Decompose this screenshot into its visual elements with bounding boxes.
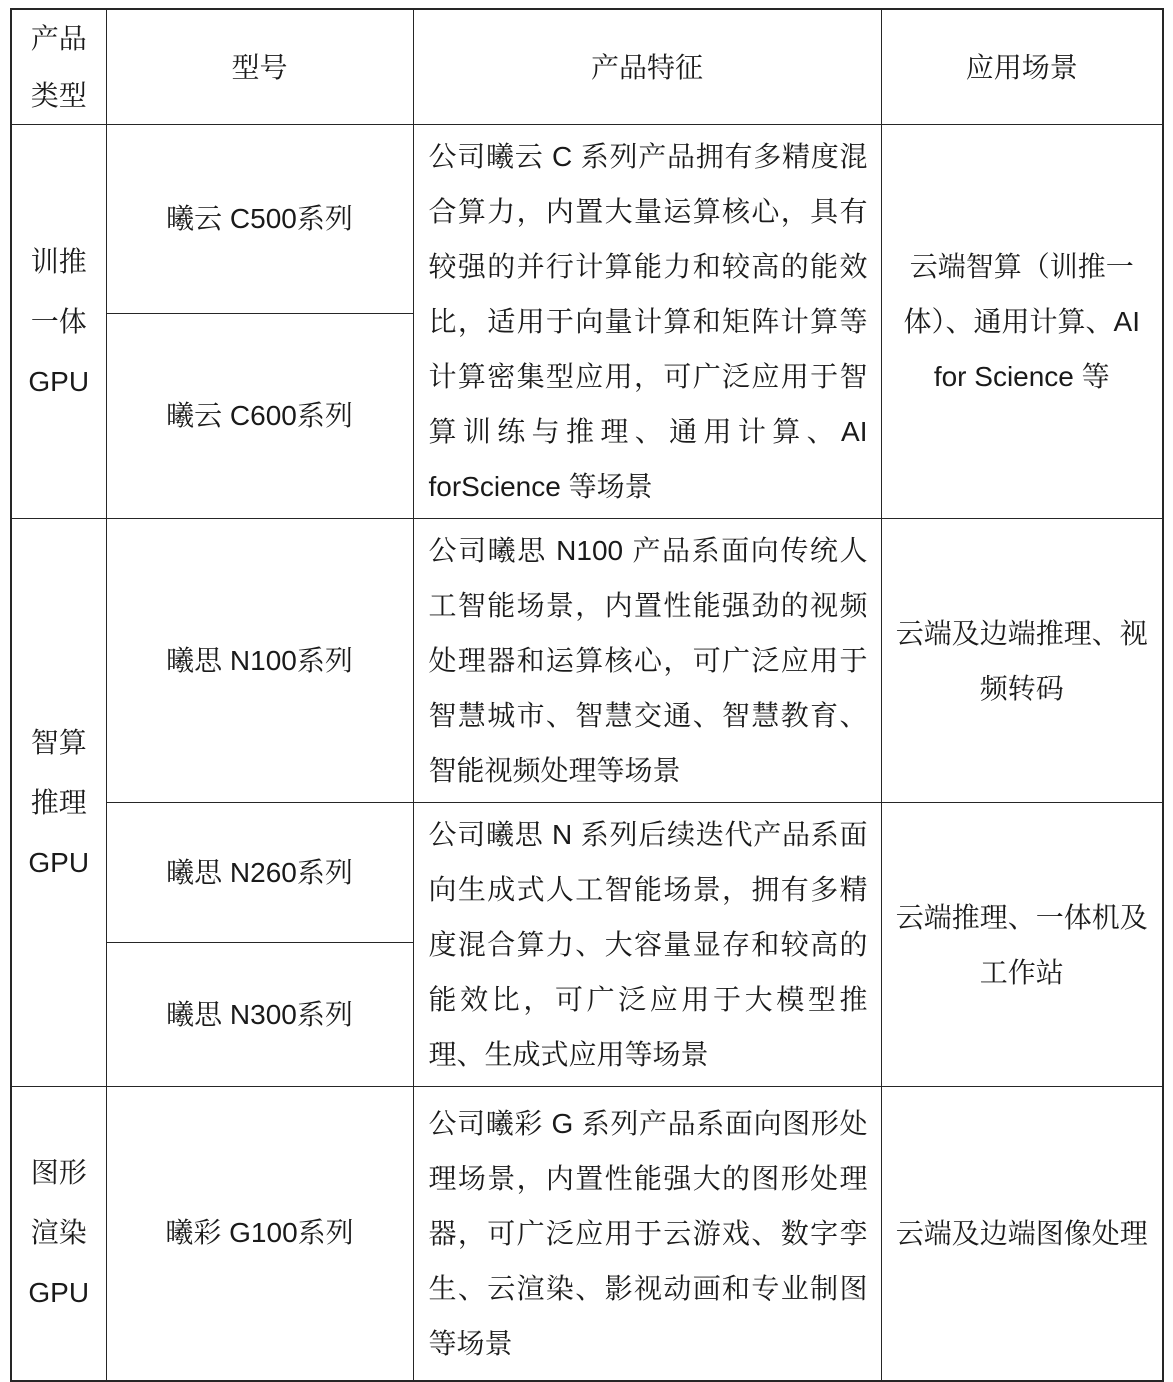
table-row — [11, 519, 1163, 803]
features-cell-c-series: 公司曦云 C 系列产品拥有多精度混合算力，内置大量运算核心，具有较强的并行计算能力和较高的能效比，适用于向量计算和矩阵计算等计算密集型应用，可广泛应用于智算训练与推理、通用计算、AI forScience 等场景 — [413, 125, 881, 519]
applications-cell-g-series: 云端及边端图像处理 — [881, 1087, 1163, 1381]
model-cell-c500: 曦云 C500系列 — [106, 125, 413, 314]
header-product-type: 产品类型 — [11, 9, 106, 125]
table-row — [11, 803, 1163, 943]
header-applications: 应用场景 — [881, 9, 1163, 125]
features-cell-n-series: 公司曦思 N 系列后续迭代产品系面向生成式人工智能场景，拥有多精度混合算力、大容量显存和较高的能效比，可广泛应用于大模型推理、生成式应用等场景 — [413, 803, 881, 1087]
table-header-row — [11, 9, 1163, 125]
model-cell-g100: 曦彩 G100系列 — [106, 1087, 413, 1381]
model-cell-c600: 曦云 C600系列 — [106, 314, 413, 519]
features-cell-g-series: 公司曦彩 G 系列产品系面向图形处理场景，内置性能强大的图形处理器，可广泛应用于云游戏、数字孪生、云渲染、影视动画和专业制图等场景 — [413, 1087, 881, 1381]
category-cell-smart-compute-inference-gpu: 智算推理GPU — [11, 519, 106, 1087]
applications-cell-n-series: 云端推理、一体机及工作站 — [881, 803, 1163, 1087]
table-row — [11, 1087, 1163, 1381]
category-cell-training-inference-gpu: 训推一体GPU — [11, 125, 106, 519]
model-cell-n300: 曦思 N300系列 — [106, 943, 413, 1087]
table-row — [11, 125, 1163, 314]
features-cell-n100: 公司曦思 N100 产品系面向传统人工智能场景，内置性能强劲的视频处理器和运算核心，可广泛应用于智慧城市、智慧交通、智慧教育、智能视频处理等场景 — [413, 519, 881, 803]
gpu-products-table — [10, 8, 1164, 1382]
model-cell-n260: 曦思 N260系列 — [106, 803, 413, 943]
applications-cell-n100: 云端及边端推理、视频转码 — [881, 519, 1163, 803]
header-features: 产品特征 — [413, 9, 881, 125]
applications-cell-c-series: 云端智算（训推一体）、通用计算、AI for Science 等 — [881, 125, 1163, 519]
category-cell-graphics-rendering-gpu: 图形渲染GPU — [11, 1087, 106, 1381]
model-cell-n100: 曦思 N100系列 — [106, 519, 413, 803]
header-model: 型号 — [106, 9, 413, 125]
